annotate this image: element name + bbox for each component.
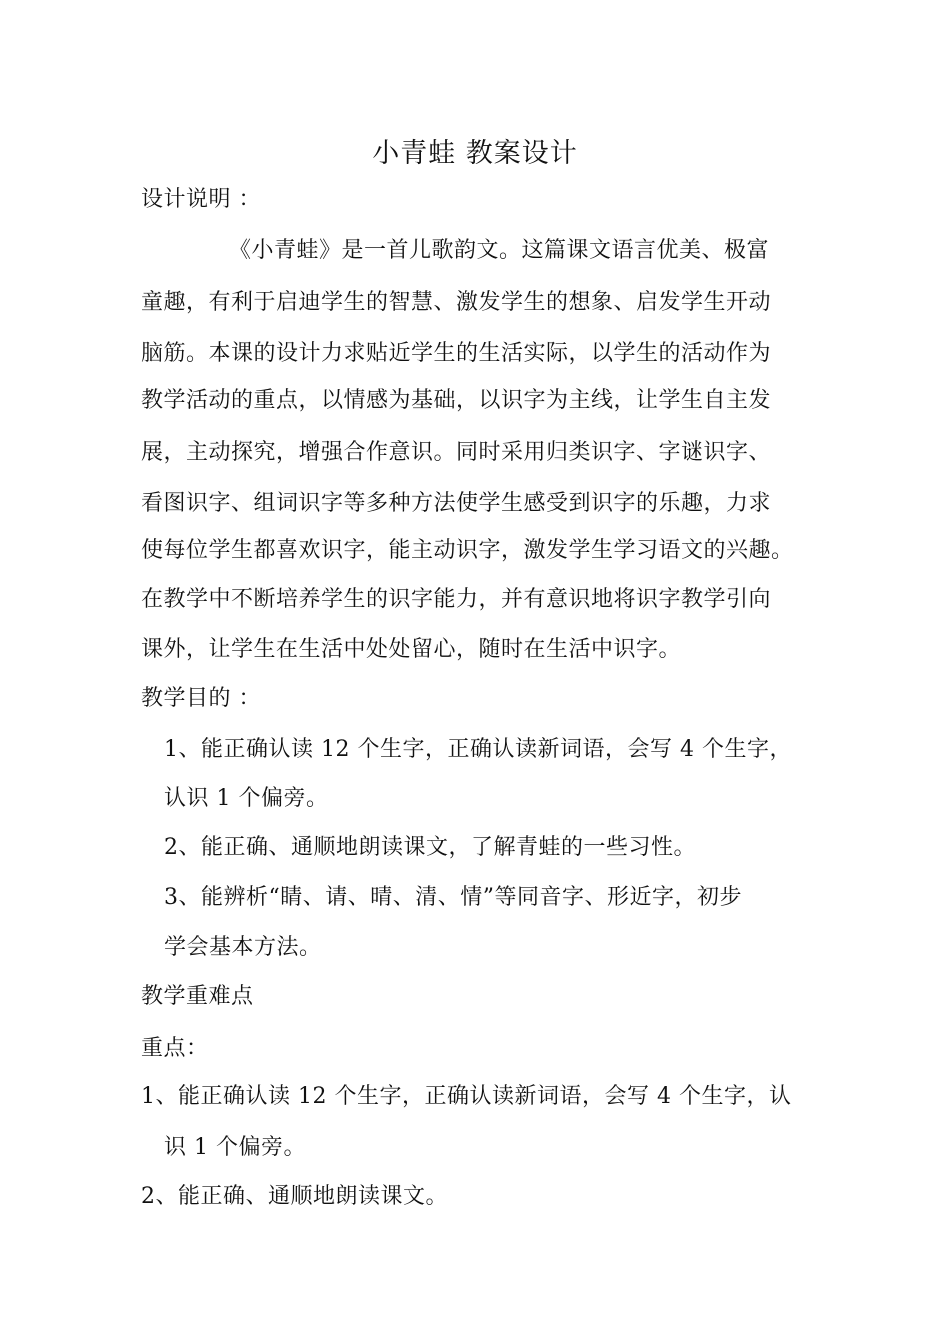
goal-line: 学会基本方法。 [164, 935, 322, 960]
paragraph-line: 展，主动探究，增强合作意识。同时采用归类识字、字谜识字、 [141, 440, 772, 465]
design-heading: 设计说明 ： [141, 187, 261, 212]
paragraph-line: 脑筋。本课的设计力求贴近学生的生活实际，以学生的活动作为 [141, 341, 772, 366]
key-points-label: 重点： [141, 1036, 209, 1061]
goals-heading: 教学目的 ： [141, 686, 261, 711]
paragraph-line: 童趣，有利于启迪学生的智慧、激发学生的想象、启发学生开动 [141, 290, 772, 315]
paragraph-line: 《小青蛙》是一首儿歌韵文。这篇课文语言优美、极富 [229, 238, 770, 263]
goal-line: 2、能正确、通顺地朗读课文，了解青蛙的一些习性。 [164, 835, 696, 860]
key-point-line: 1、能正确认读 12 个生字，正确认读新词语，会写 4 个生字，认 [141, 1084, 792, 1109]
key-point-line: 2、能正确、通顺地朗读课文。 [141, 1184, 448, 1209]
goal-line: 1、能正确认读 12 个生字，正确认读新词语，会写 4 个生字， [164, 737, 792, 762]
paragraph-line: 教学活动的重点，以情感为基础，以识字为主线，让学生自主发 [141, 388, 772, 413]
document-title: 小青蛙 教案设计 [372, 138, 578, 169]
paragraph-line: 在教学中不断培养学生的识字能力，并有意识地将识字教学引向 [141, 587, 772, 612]
goal-line: 认识 1 个偏旁。 [164, 786, 329, 811]
paragraph-line: 看图识字、组词识字等多种方法使学生感受到识字的乐趣，力求 [141, 491, 772, 516]
key-point-line: 识 1 个偏旁。 [164, 1135, 306, 1160]
key-heading: 教学重难点 [141, 984, 254, 1009]
paragraph-line: 课外，让学生在生活中处处留心，随时在生活中识字。 [141, 637, 682, 662]
goal-line: 3、能辨析“睛、请、晴、清、情”等同音字、形近字，初步 [164, 885, 742, 910]
paragraph-line: 使每位学生都喜欢识字，能主动识字，激发学生学习语文的兴趣。 [141, 538, 794, 563]
